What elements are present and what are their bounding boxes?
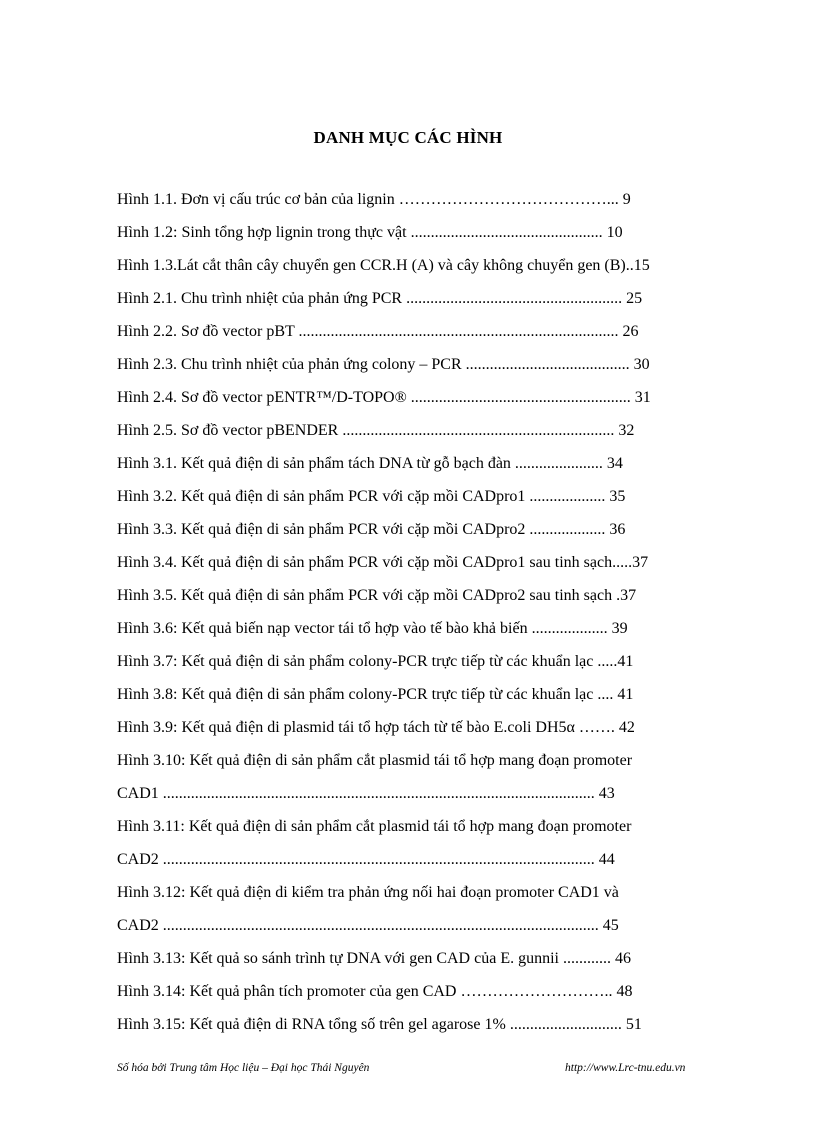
footer-source: Số hóa bởi Trung tâm Học liệu – Đại học Thái Nguyên — [117, 1062, 370, 1074]
toc-entry: Hình 3.11: Kết quả điện di sản phẩm cắt plasmid tái tổ hợp mang đoạn promoter CAD2 ............................................................................................................ 44 — [117, 818, 632, 868]
toc-entry: Hình 1.3.Lát cắt thân cây chuyển gen CCR.H (A) và cây không chuyển gen (B)..15 — [117, 257, 650, 274]
toc-entry: Hình 3.3. Kết quả điện di sản phẩm PCR với cặp mồi CADpro2 ................... 36 — [117, 521, 626, 538]
toc-entry: Hình 3.14: Kết quả phân tích promoter của gen CAD ……………………….. 48 — [117, 983, 633, 1000]
toc-entry: Hình 3.10: Kết quả điện di sản phẩm cắt plasmid tái tổ hợp mang đoạn promoter CAD1 ............................................................................................................ 43 — [117, 752, 633, 802]
figure-list — [117, 190, 737, 1048]
toc-entry: Hình 3.8: Kết quả điện di sản phẩm colony-PCR trực tiếp từ các khuẩn lạc .... 41 — [117, 686, 634, 703]
toc-entry: Hình 3.9: Kết quả điện di plasmid tái tổ hợp tách từ tế bào E.coli DH5α ……. 42 — [117, 719, 635, 736]
toc-entry: Hình 2.2. Sơ đồ vector pBT ................................................................................ 26 — [117, 323, 639, 340]
toc-entry: Hình 2.4. Sơ đồ vector pENTR™/D-TOPO® ....................................................... 31 — [117, 389, 651, 406]
page-title: DANH MỤC CÁC HÌNH — [313, 128, 503, 147]
toc-entry: Hình 3.12: Kết quả điện di kiểm tra phản ứng nối hai đoạn promoter CAD1 và CAD2 ............................................................................................................. 45 — [117, 884, 619, 934]
toc-entry: Hình 3.13: Kết quả so sánh trình tự DNA với gen CAD của E. gunnii ............ 46 — [117, 950, 631, 967]
toc-entry: Hình 3.2. Kết quả điện di sản phẩm PCR với cặp mồi CADpro1 ................... 35 — [117, 488, 626, 505]
toc-entry: Hình 3.1. Kết quả điện di sản phẩm tách DNA từ gỗ bạch đàn ...................... 34 — [117, 455, 623, 472]
toc-entry: Hình 3.6: Kết quả biến nạp vector tái tổ hợp vào tế bào khả biến ................... 39 — [117, 620, 628, 637]
footer-url: http://www.Lrc-tnu.edu.vn — [565, 1062, 686, 1074]
toc-entry: Hình 1.2: Sinh tổng hợp lignin trong thực vật ................................................ 10 — [117, 224, 623, 241]
toc-entry: Hình 2.3. Chu trình nhiệt của phản ứng colony – PCR ......................................... 30 — [117, 356, 650, 373]
toc-entry: Hình 2.5. Sơ đồ vector pBENDER .................................................................... 32 — [117, 422, 635, 439]
toc-entry: Hình 3.4. Kết quả điện di sản phẩm PCR với cặp mồi CADpro1 sau tinh sạch.....37 — [117, 554, 649, 571]
toc-entry: Hình 3.7: Kết quả điện di sản phẩm colony-PCR trực tiếp từ các khuẩn lạc .....41 — [117, 653, 634, 670]
toc-entry: Hình 1.1. Đơn vị cấu trúc cơ bản của lignin …………………………………... 9 — [117, 191, 631, 208]
toc-entry: Hình 3.5. Kết quả điện di sản phẩm PCR với cặp mồi CADpro2 sau tinh sạch .37 — [117, 587, 637, 604]
toc-entry: Hình 3.15: Kết quả điện di RNA tổng số trên gel agarose 1% ............................ 51 — [117, 1016, 642, 1033]
toc-entry: Hình 2.1. Chu trình nhiệt của phản ứng PCR ...................................................... 25 — [117, 290, 643, 307]
